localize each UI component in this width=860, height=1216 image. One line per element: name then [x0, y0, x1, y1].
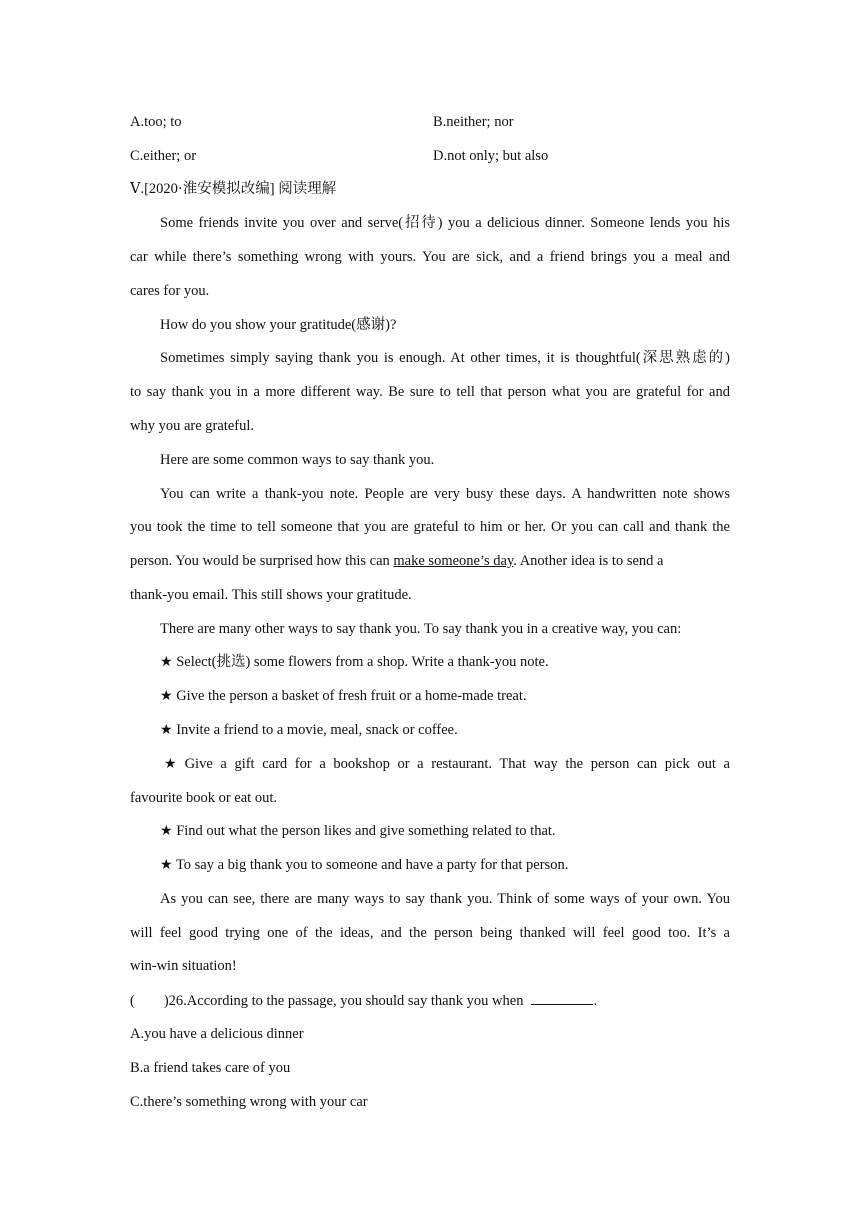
- option-b-prev: B.neither; nor: [433, 114, 514, 130]
- paragraph-3-line-1: Sometimes simply saying thank you is enough. At other times, it is thoughtful(深思熟虑的): [160, 350, 730, 366]
- paragraph-5-line-1: You can write a thank-you note. People are very busy these days. A handwritten note shows: [160, 486, 730, 502]
- bullet-1: [160, 652, 730, 672]
- paragraph-1-line-2: car while there’s something wrong with yours. You are sick, and a friend brings you a meal and: [130, 249, 730, 265]
- answer-blank: [531, 990, 593, 1005]
- paragraph-7-line-1: As you can see, there are many ways to say thank you. Think of some ways of your own. You: [160, 891, 730, 907]
- star-icon: ★: [160, 823, 173, 839]
- star-icon: ★: [160, 722, 173, 738]
- answer-parentheses: ( ): [130, 993, 169, 1009]
- paragraph-5-line-4: thank-you email. This still shows your gratitude.: [130, 587, 412, 603]
- question-26-option-c: C.there’s something wrong with your car: [130, 1094, 368, 1110]
- star-icon: ★: [160, 654, 173, 670]
- question-26-stem: 26.According to the passage, you should say thank you when: [168, 993, 524, 1009]
- paragraph-5-line-3: [130, 551, 730, 571]
- bullet-1-text: Select(挑选) some flowers from a shop. Write a thank-you note.: [176, 654, 549, 670]
- paragraph-2: How do you show your gratitude(感谢)?: [160, 317, 397, 333]
- paragraph-4: Here are some common ways to say thank you.: [160, 452, 435, 468]
- paragraph-5-line-3-end: . Another idea is to send a: [513, 553, 664, 569]
- paragraph-5-line-3-start: person. You would be surprised how this can: [130, 553, 390, 569]
- question-26-end: .: [593, 993, 598, 1009]
- bullet-5-text: Find out what the person likes and give something related to that.: [176, 823, 556, 839]
- section-heading: Ⅴ.[2020·淮安模拟改编] 阅读理解: [130, 181, 337, 197]
- paragraph-3-line-3: why you are grateful.: [130, 418, 255, 434]
- paragraph-1-line-3: cares for you.: [130, 283, 210, 299]
- underlined-phrase: make someone’s day: [393, 553, 514, 569]
- bullet-4-text: Give a gift card for a bookshop or a restaurant. That way the person can pick out a: [184, 756, 730, 772]
- star-icon: ★: [160, 688, 173, 704]
- question-26-option-b: B.a friend takes care of you: [130, 1060, 291, 1076]
- option-a-prev: A.too; to: [130, 114, 182, 130]
- star-icon: ★: [164, 756, 177, 772]
- bullet-4-line-2: favourite book or eat out.: [130, 790, 277, 806]
- star-icon: ★: [160, 857, 173, 873]
- paragraph-5-line-2: you took the time to tell someone that you are grateful to him or her. Or you can call and thank the: [130, 519, 730, 535]
- bullet-3: [160, 720, 730, 740]
- paragraph-7-line-3: win-win situation!: [130, 958, 237, 974]
- bullet-3-text: Invite a friend to a movie, meal, snack or coffee.: [176, 722, 458, 738]
- option-d-prev: D.not only; but also: [433, 148, 549, 164]
- bullet-2-text: Give the person a basket of fresh fruit or a home-made treat.: [176, 688, 527, 704]
- paragraph-3-line-2: to say thank you in a more different way. Be sure to tell that person what you are grateful for and: [130, 384, 730, 400]
- bullet-5: [160, 821, 730, 841]
- question-26-option-a: A.you have a delicious dinner: [130, 1026, 304, 1042]
- bullet-4-line-1: [164, 754, 730, 774]
- paragraph-7-line-2: will feel good trying one of the ideas, and the person being thanked will feel good too. It’s a: [130, 925, 730, 941]
- option-c-prev: C.either; or: [130, 148, 197, 164]
- bullet-6-text: To say a big thank you to someone and have a party for that person.: [175, 857, 569, 873]
- bullet-2: [160, 686, 730, 706]
- paragraph-6: There are many other ways to say thank you. To say thank you in a creative way, you can:: [160, 621, 682, 637]
- bullet-6: [160, 855, 730, 875]
- paragraph-1-line-1: Some friends invite you over and serve(招待) you a delicious dinner. Someone lends you his: [160, 215, 730, 231]
- question-26: [130, 990, 730, 1011]
